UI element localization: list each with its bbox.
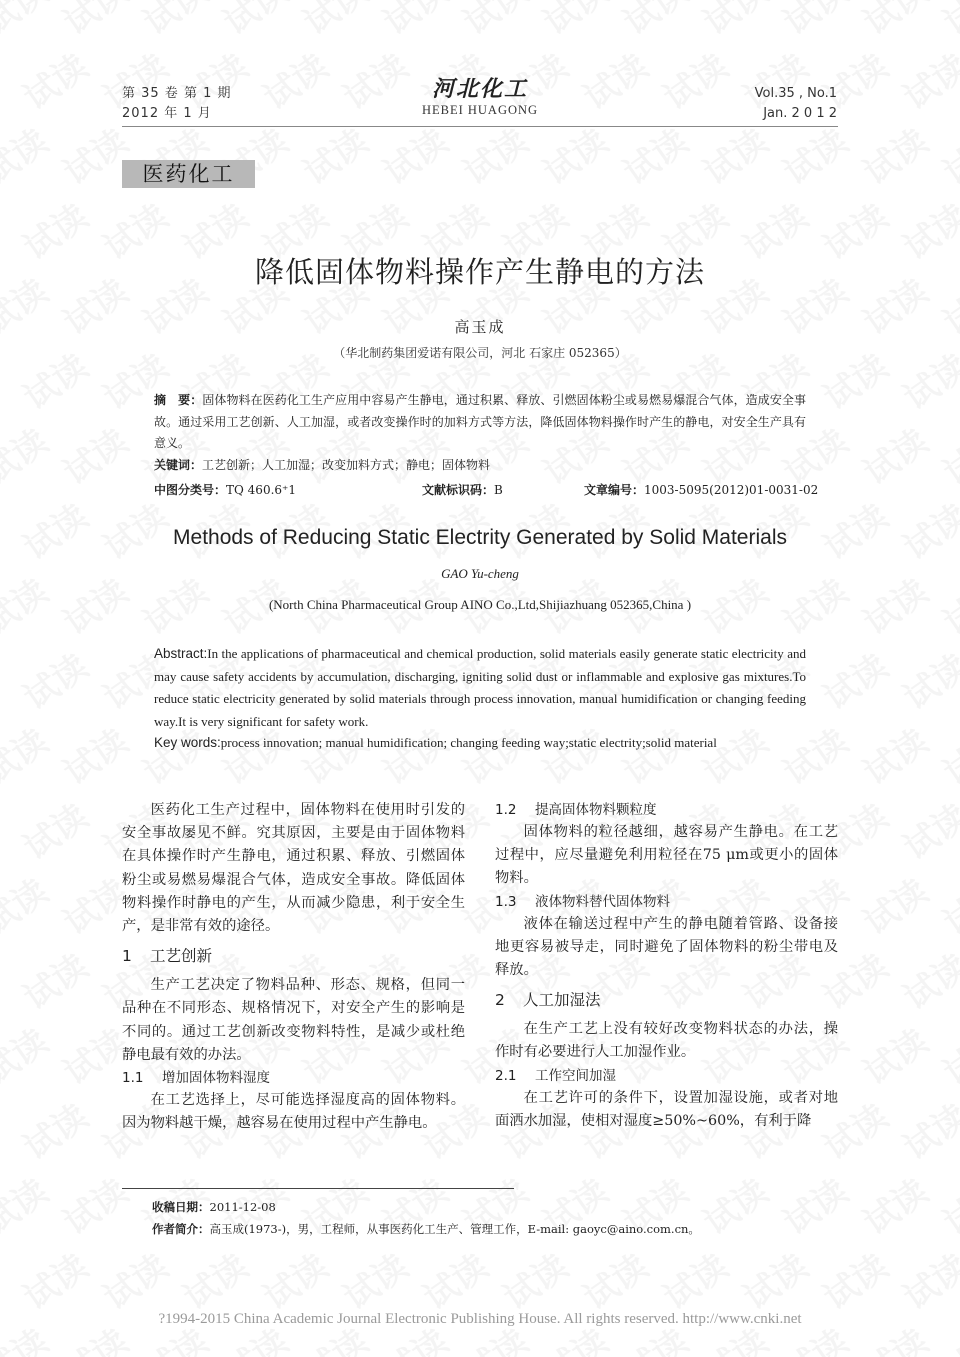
section-1-2-heading: [495, 799, 838, 821]
body-column-right: [495, 799, 838, 1133]
section-number: 1.2: [495, 802, 517, 818]
bio-label: 作者简介：: [152, 1222, 210, 1236]
section-title: 工作空间加湿: [535, 1067, 616, 1084]
section-title: 人工加湿法: [523, 991, 601, 1010]
doc-code: [422, 481, 503, 499]
author-cn: 高玉成: [454, 318, 506, 336]
abstract-en: [154, 643, 806, 733]
affiliation-cn: （华北制药集团爱诺有限公司，河北 石家庄 052365）: [333, 346, 627, 360]
section-number: 1.3: [495, 893, 517, 910]
keywords-en: [154, 732, 814, 754]
section-number: 2.1: [495, 1067, 517, 1084]
doc-code-value: B: [494, 483, 503, 497]
section-number: 1.1: [122, 1070, 144, 1087]
section-1-heading: [122, 944, 465, 968]
body-column-left: [122, 799, 465, 1135]
section-2-heading: [495, 988, 838, 1012]
section-title: 液体物料替代固体物料: [535, 893, 670, 910]
title-en: Methods of Reducing Static Electrity Generated by Solid Materials: [173, 526, 787, 549]
section-title: 工艺创新: [150, 947, 213, 966]
section-tag: 医药化工: [122, 160, 255, 188]
keywords-cn-text: 工艺创新；人工加湿；改变加料方式；静电；固体物料: [202, 457, 491, 472]
journal-logo: [400, 76, 560, 118]
section-1-paragraph: 生产工艺决定了物料品种、形态、规格，但同一品种在不同形态、规格情况下，对安全产生的影响是不同的。通过工艺创新改变物料特性，是减少或杜绝静电最有效的办法。: [122, 977, 465, 1063]
author-bio: [152, 1220, 852, 1238]
section-title: 提高固体物料颗粒度: [535, 802, 657, 818]
clc-value: TQ 460.6⁺1: [226, 483, 296, 497]
section-1-2-paragraph: 固体物料的粒径越细，越容易产生静电。在工艺过程中，应尽量避免利用粒径在75 μm或更小的固体物料。: [495, 824, 838, 887]
date-cn: 2012 年 1 月: [122, 106, 212, 121]
section-1-3-paragraph: 液体在输送过程中产生的静电随着管路、设备接地更容易被导走，同时避免了固体物料的粉尘带电及释放。: [495, 915, 838, 979]
header-divider: [122, 126, 838, 127]
doc-code-label: 文献标识码：: [422, 483, 495, 497]
section-number: 1: [122, 947, 132, 966]
abstract-cn-text: 固体物料在医药化工生产应用中容易产生静电，通过积累、释放、引燃固体粉尘或易燃易爆混合气体，造成安全事故。通过采用工艺创新、人工加湿，或者改变操作时的加料方式等方法，降低固体物料操作时产生的静电，对安全生产具有意义。: [154, 393, 806, 450]
keywords-en-label: Key words:: [154, 735, 221, 750]
received-date: [152, 1198, 852, 1216]
section-2-1-paragraph: 在工艺许可的条件下，设置加湿设施，或者对地面洒水加湿，使相对湿度≥50%~60%，有利于降: [495, 1089, 838, 1129]
date-en: Jan. 2 0 1 2: [763, 106, 837, 121]
keywords-en-text: process innovation; manual humidification; changing feeding way;static electrity;solid material: [220, 735, 717, 750]
section-title: 增加固体物料湿度: [162, 1070, 270, 1087]
keywords-cn-label: 关键词：: [154, 457, 203, 472]
article-number: [584, 481, 818, 499]
copyright-notice: ?1994-2015 China Academic Journal Electronic Publishing House. All rights reserved. http://www.cnki.net: [158, 1311, 802, 1327]
bio-value: 高玉成(1973-)，男，工程师，从事医药化工生产、管理工作，E-mail: gaoyc@aino.com.cn。: [209, 1222, 700, 1236]
abstract-en-label: Abstract:: [154, 646, 208, 661]
received-label: 收稿日期：: [152, 1200, 210, 1214]
abstract-en-text: In the applications of pharmaceutical and chemical production, solid materials easily generate static electricity and may cause safety accidents by accumulation, discharging, igniting solid dust or inflammable and explosive gas mixtures.To reduce static electricity generated by solid materials through process innovation, manual humidification or changing feeding way.It is very significant for safety work.: [154, 646, 806, 729]
article-no-label: 文章编号：: [584, 483, 645, 497]
author-en: GAO Yu-cheng: [441, 566, 519, 581]
section-1-3-heading: [495, 891, 838, 913]
section-2-paragraph: 在生产工艺上没有较好改变物料状态的办法，操作时有必要进行人工加湿作业。: [495, 1021, 838, 1061]
footnote-divider: [122, 1188, 514, 1189]
section-number: 2: [495, 991, 505, 1010]
received-value: 2011-12-08: [209, 1200, 276, 1214]
volume-cn: 第 35 卷 第 1 期: [122, 86, 232, 101]
journal-name-cn: 河北化工: [431, 76, 528, 102]
section-1-1-paragraph: 在工艺选择上，尽可能选择湿度高的固体物料。因为物料越干燥，越容易在使用过程中产生静电。: [122, 1092, 465, 1132]
title-cn: 降低固体物料操作产生静电的方法: [254, 255, 705, 289]
issue-info-cn: [122, 84, 231, 124]
clc-label: 中图分类号：: [154, 483, 227, 497]
affiliation-en: (North China Pharmaceutical Group AINO Co.,Ltd,Shijiazhuang 052365,China ): [268, 597, 692, 612]
volume-en: Vol.35 , No.1: [754, 86, 837, 101]
issue-info-en: [755, 84, 837, 124]
clc-number: [154, 481, 296, 499]
intro-paragraph: 医药化工生产过程中，固体物料在使用时引发的安全事故屡见不鲜。究其原因，主要是由于固体物料在具体操作时产生静电，通过积累、释放、引燃固体粉尘或易燃易爆混合气体，造成安全事故。降低固体物料操作时静电的产生，从而减少隐患，利于安全生产，是非常有效的途径。: [122, 802, 465, 935]
keywords-cn: [154, 455, 806, 477]
journal-name-en: HEBEI HUAGONG: [421, 103, 539, 117]
abstract-cn: [154, 390, 806, 476]
article-no-value: 1003-5095(2012)01-0031-02: [644, 483, 819, 497]
section-2-1-heading: [495, 1065, 838, 1087]
section-1-1-heading: [122, 1067, 465, 1089]
abstract-cn-label: 摘 要：: [154, 393, 203, 407]
